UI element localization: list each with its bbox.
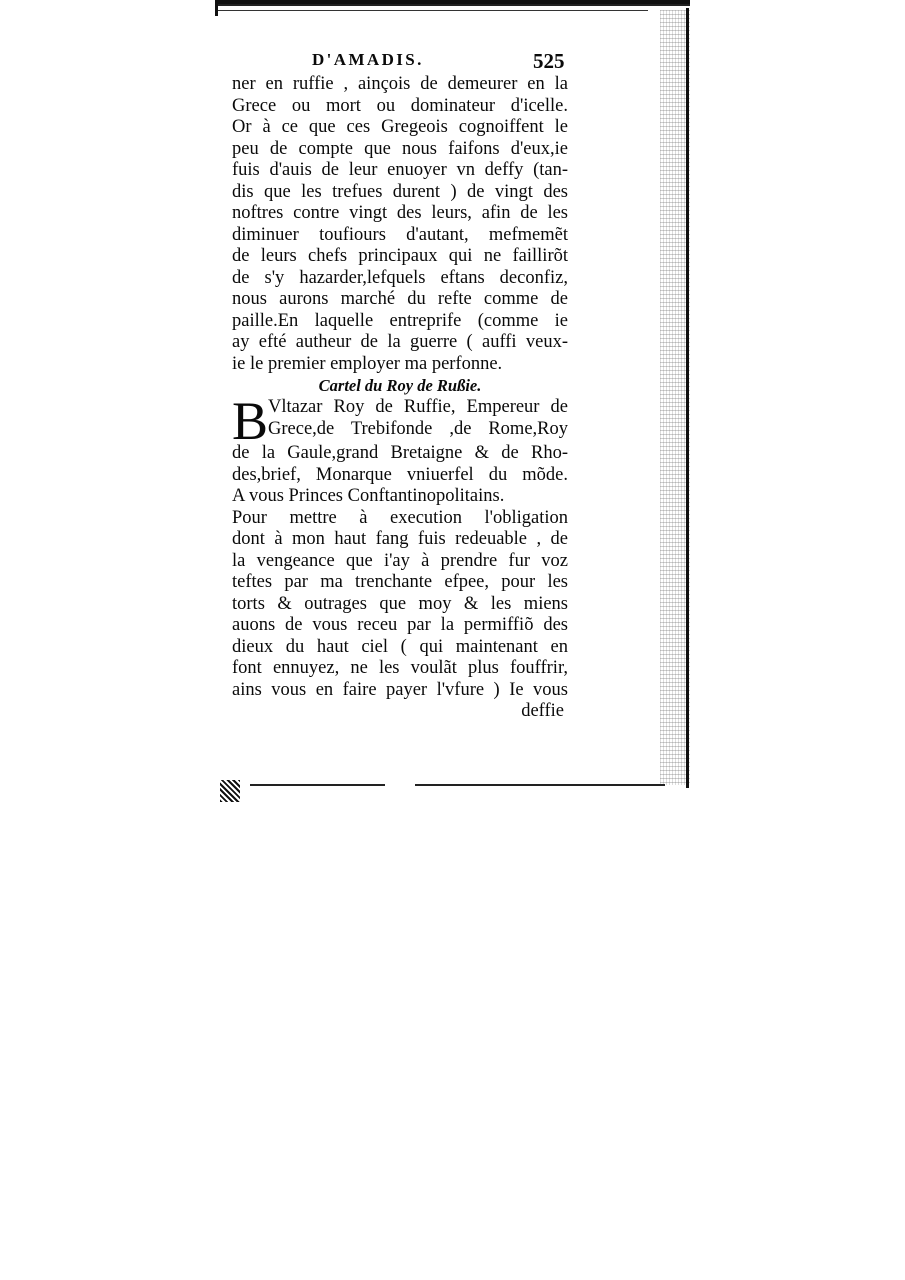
text-line: la vengeance que i'ay à prendre fur voz	[232, 550, 568, 571]
text-line: teftes par ma trenchante efpee, pour les	[232, 572, 568, 592]
text-line: Grece ou mort ou dominateur d'icelle.	[232, 95, 568, 116]
text-line: nous aurons marché du refte comme de	[232, 289, 568, 309]
text-line: dont à mon haut fang fuis redeuable , de	[232, 529, 568, 549]
text-line: diminuer toufiours d'autant, mefmemẽt	[232, 224, 568, 245]
text-line: ains vous en faire payer l'vfure ) Ie vous	[232, 679, 568, 700]
text-line: de la Gaule,grand Bretaigne & de Rho-	[232, 443, 568, 463]
text-line: fuis d'auis de leur enuoyer vn deffy (tan-	[232, 160, 568, 180]
text-line: de s'y hazarder,lefquels eftans deconfiz,	[232, 267, 568, 288]
section-heading: Cartel du Roy de Rußie.	[318, 376, 482, 395]
text-line: peu de compte que nous faifons d'eux,ie	[232, 138, 568, 159]
text-line: Grece,de Trebifonde ,de Rome,Roy	[268, 418, 568, 439]
page-edge-line	[686, 8, 689, 788]
catchword: deffie	[521, 701, 564, 721]
text-line: ay efté autheur de la guerre ( auffi veux-	[232, 332, 568, 352]
text-line: paille.En laquelle entreprife (comme ie	[232, 310, 568, 331]
text-line: des,brief, Monarque vniuerfel du mõde.	[232, 464, 568, 485]
scan-top-edge	[215, 0, 690, 16]
text-line: dis que les trefues durent ) de vingt des	[232, 181, 568, 202]
scan-corner-mark	[220, 780, 240, 802]
text-line: auons de vous receu par la permiffiõ des	[232, 615, 568, 635]
drop-cap: B	[232, 391, 269, 451]
running-head: D'AMADIS.	[312, 50, 424, 69]
page-number: 525	[533, 49, 565, 73]
page-text	[232, 74, 568, 723]
bottom-rule-left	[250, 784, 385, 786]
text-line: ner en ruffie , ainçois de demeurer en la	[232, 74, 568, 94]
text-line: A vous Princes Conftantinopolitains.	[232, 486, 505, 506]
text-line: de leurs chefs principaux qui ne faillirõt	[232, 246, 568, 266]
bottom-rule-right	[415, 784, 665, 786]
text-line: Pour mettre à execution l'obligation	[232, 507, 568, 528]
text-line: dieux du haut ciel ( qui maintenant en	[232, 636, 568, 657]
text-line: font ennuyez, ne les voulãt plus fouffrir,	[232, 658, 568, 678]
text-line: Or à ce que ces Gregeois cognoiffent le	[232, 117, 568, 137]
text-line: Vltazar Roy de Ruffie, Empereur de	[268, 397, 568, 417]
text-line: torts & outrages que moy & les miens	[232, 593, 568, 614]
cartel-paragraph	[232, 391, 568, 701]
text-line: noftres contre vingt des leurs, afin de les	[232, 203, 568, 223]
text-line: ie le premier employer ma perfonne.	[232, 353, 503, 374]
paragraph	[232, 74, 568, 375]
